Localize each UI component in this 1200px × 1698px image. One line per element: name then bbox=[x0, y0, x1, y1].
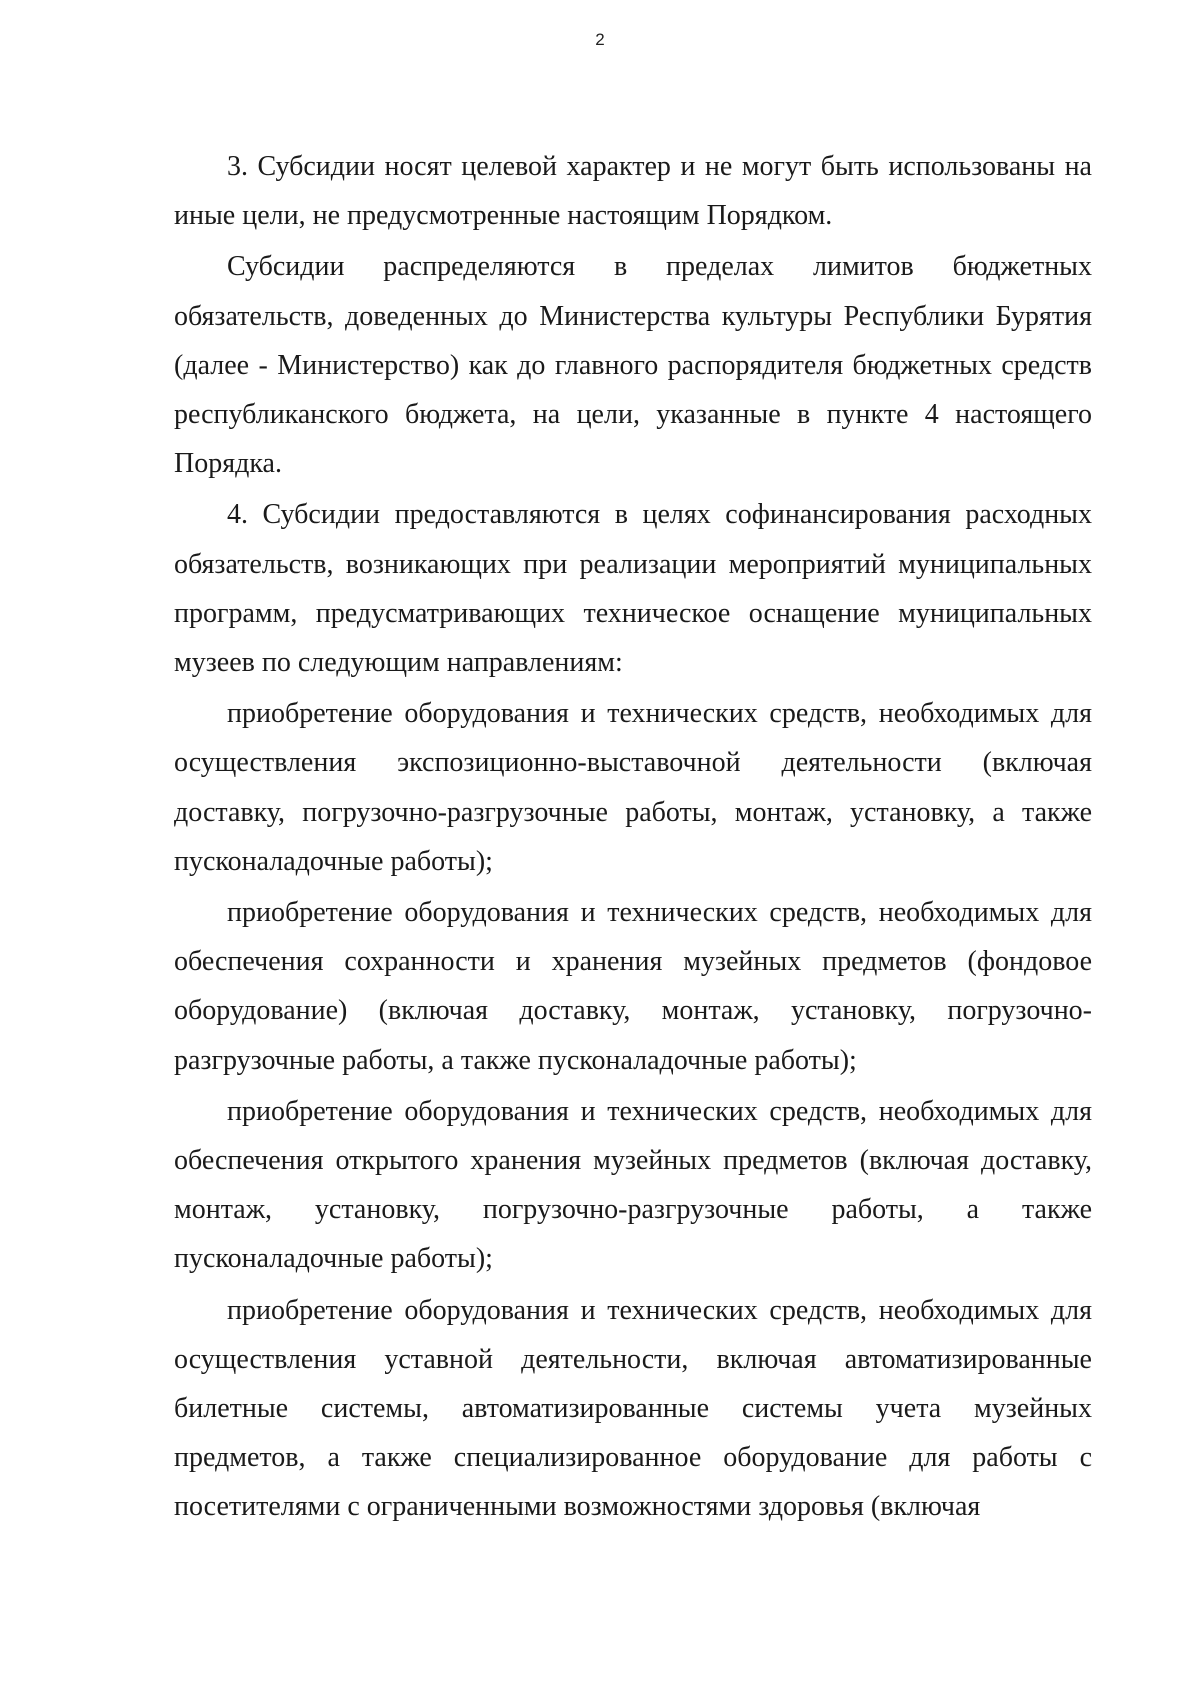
list-item-statutory-activity-equipment: приобретение оборудования и технических средств, необходимых для осуществления уставной деятельности, включая автоматизированные билетные системы, автоматизированные системы учета музейных предметов, а также специализированное оборудование для работы с посетителями с ограниченными возможностями здоровья (включая bbox=[174, 1294, 1092, 1523]
list-item-open-storage-equipment: приобретение оборудования и технических средств, необходимых для обеспечения открытого хранения музейных предметов (включая доставку, монтаж, установку, погрузочно-разгрузочные работы, а также пусконаладочные работы); bbox=[174, 1095, 1092, 1275]
paragraph-subsidy-distribution: Субсидии распределяются в пределах лимитов бюджетных обязательств, доведенных до Министерства культуры Республики Бурятия (далее - Министерство) как до главного распорядителя бюджетных средств республиканского бюджета, на цели, указанные в пункте 4 настоящего Порядка. bbox=[174, 251, 1092, 480]
document-body bbox=[174, 142, 1092, 1534]
list-item-exhibition-equipment: приобретение оборудования и технических средств, необходимых для осуществления экспозиционно-выставочной деятельности (включая доставку, погрузочно-разгрузочные работы, монтаж, установку, а также пусконаладочные работы); bbox=[174, 698, 1092, 877]
paragraph-item-4: 4. Субсидии предоставляются в целях софинансирования расходных обязательств, возникающих при реализации мероприятий муниципальных программ, предусматривающих техническое оснащение муниципальных музеев по следующим направлениям: bbox=[174, 499, 1092, 679]
page-number: 2 bbox=[595, 30, 605, 49]
paragraph-item-3: 3. Субсидии носят целевой характер и не могут быть использованы на иные цели, не предусмотренные настоящим Порядком. bbox=[174, 151, 1092, 232]
list-item-storage-equipment: приобретение оборудования и технических средств, необходимых для обеспечения сохранности и хранения музейных предметов (фондовое оборудование) (включая доставку, монтаж, установку, погрузочно-разгрузочные работы, а также пусконаладочные работы); bbox=[174, 897, 1092, 1076]
